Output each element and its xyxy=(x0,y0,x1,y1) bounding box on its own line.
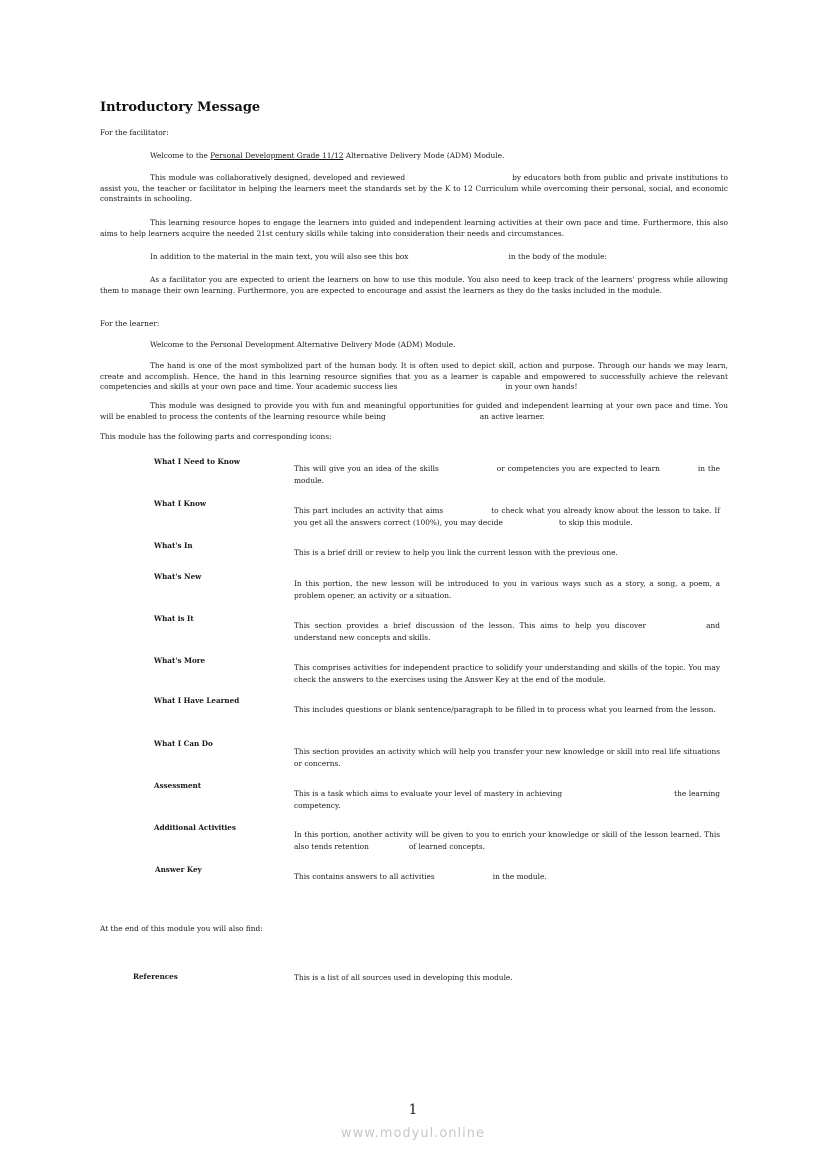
part-desc-whats-in: This is a brief drill or review to help you link the current lesson with the previous one. xyxy=(294,548,618,557)
part-desc-8-a: This is a task which aims to evaluate your level of mastery in achieving xyxy=(294,789,563,798)
part-label-what-i-need-to-know: What I Need to Know xyxy=(154,457,240,466)
learner-p1-b: in your own hands! xyxy=(505,382,578,392)
part-desc-1-b: to check what you already know about the lesson to take. If you get all the answers correct (100%), you may decide xyxy=(294,506,720,527)
part-desc-what-i-know xyxy=(294,505,720,528)
parts-intro: This module has the following parts and corresponding icons: xyxy=(100,432,332,441)
part-desc-what-i-have-learned: This includes questions or blank sentence/paragraph to be filled in to process what you learned from the lesson. xyxy=(294,705,716,714)
facilitator-p1-a: This module was collaboratively designed, developed and reviewed xyxy=(150,173,406,182)
facilitator-p3-a: In addition to the material in the main text, you will also see this box xyxy=(150,252,409,261)
part-desc-what-i-can-do: This section provides an activity which will help you transfer your new knowledge or skill into real life situations or concerns. xyxy=(294,747,720,768)
part-desc-10-a: This contains answers to all activities xyxy=(294,872,435,881)
facilitator-heading: For the facilitator: xyxy=(100,128,169,137)
facilitator-welcome-pre: Welcome to the xyxy=(150,151,211,160)
learner-p2-a: This module was designed to provide you with fun and meaningful opportunities for guided and independent learning at your own pace and time. You will be enabled to process the contents of the learning resource while being xyxy=(100,401,728,421)
part-desc-9-b: of learned concepts. xyxy=(408,841,486,851)
module-title-link: Personal Development Grade 11/12 xyxy=(210,151,344,160)
learner-paragraph-1 xyxy=(100,361,728,393)
facilitator-paragraph-4: As a facilitator you are expected to orient the learners on how to use this module. You also need to keep track of the learners' progress while allowing them to manage their own learning. Furthermore, you are expected to encourage and assist the learners as they do the tasks included in the module. xyxy=(100,275,728,295)
part-label-whats-more: What's More xyxy=(154,656,206,665)
part-desc-1-c: to skip this module. xyxy=(558,517,633,527)
learner-p2-b: an active learner. xyxy=(479,411,545,421)
facilitator-welcome-post: Alternative Delivery Mode (ADM) Module. xyxy=(343,151,505,160)
end-intro: At the end of this module you will also find: xyxy=(100,924,263,933)
watermark: www.modyul.online xyxy=(340,1126,486,1141)
part-desc-whats-new: In this portion, the new lesson will be introduced to you in various ways such as a story, a song, a poem, a problem opener, an activity or a situation. xyxy=(294,579,720,600)
facilitator-p1-b: by educators both from public and private institutions to assist you, the teacher or facilitator in helping the learners meet the standards set by the K to 12 Curriculum while overcoming their personal, social, and economic constraints in schooling. xyxy=(100,173,728,204)
page-title: Introductory Message xyxy=(100,100,261,115)
learner-paragraph-2 xyxy=(100,401,728,422)
part-label-additional-activities: Additional Activities xyxy=(154,823,236,832)
part-desc-0-a: This will give you an idea of the skills xyxy=(294,464,439,473)
part-label-assessment: Assessment xyxy=(154,781,202,790)
learner-p1-a: The hand is one of the most symbolized part of the human body. It is often used to depict skill, action and purpose. Through our hands we may learn, create and accomplish. Hence, the hand in this learning resource signifies that you as a learner is capable and empowered to successfully achieve the relevant competencies and skills at your own pace and time. Your academic success lies xyxy=(100,361,728,392)
part-desc-10-b: in the module. xyxy=(492,872,547,881)
part-desc-4-a: This section provides a brief discussion of the lesson. This aims to help you discover xyxy=(294,621,647,630)
part-desc-assessment xyxy=(294,788,720,811)
facilitator-p3-b: in the body of the module: xyxy=(508,252,608,261)
part-desc-0-b: or competencies you are expected to learn xyxy=(496,464,660,473)
references-label: References xyxy=(133,972,178,981)
part-desc-whats-more: This comprises activities for independent practice to solidify your understanding and skills of the topic. You may check the answers to the exercises using the Answer Key at the end of the module. xyxy=(294,663,720,684)
facilitator-paragraph-3 xyxy=(100,252,728,263)
part-label-what-is-it: What is It xyxy=(154,614,194,623)
part-desc-what-i-need-to-know xyxy=(294,463,720,486)
part-desc-what-is-it xyxy=(294,620,720,643)
part-desc-answer-key xyxy=(294,871,720,883)
part-label-whats-in: What's In xyxy=(154,541,193,550)
part-label-what-i-know: What I Know xyxy=(154,499,207,508)
facilitator-welcome xyxy=(100,151,728,162)
part-desc-0-c: in the module. xyxy=(294,464,721,485)
part-label-answer-key: Answer Key xyxy=(155,865,202,874)
page-number: 1 xyxy=(408,1102,418,1118)
facilitator-paragraph-1 xyxy=(100,173,728,205)
part-desc-4-b: and understand new concepts and skills. xyxy=(294,621,720,642)
references-desc: This is a list of all sources used in developing this module. xyxy=(294,973,513,982)
part-desc-1-a: This part includes an activity that aims xyxy=(294,506,444,515)
learner-welcome: Welcome to the Personal Development Alternative Delivery Mode (ADM) Module. xyxy=(150,340,456,349)
part-label-whats-new: What's New xyxy=(154,572,202,581)
part-label-what-i-can-do: What I Can Do xyxy=(154,739,213,748)
learner-heading: For the learner: xyxy=(100,319,160,328)
part-desc-9-a: In this portion, another activity will be given to you to enrich your knowledge or skill of the lesson learned. This also tends retention xyxy=(294,830,720,851)
part-desc-additional-activities xyxy=(294,829,720,852)
part-desc-8-b: the learning competency. xyxy=(294,789,720,810)
part-label-what-i-have-learned: What I Have Learned xyxy=(154,696,240,705)
facilitator-paragraph-2: This learning resource hopes to engage the learners into guided and independent learning activities at their own pace and time. Furthermore, this also aims to help learners acquire the needed 21st century skills while taking into consideration their needs and circumstances. xyxy=(100,218,728,238)
